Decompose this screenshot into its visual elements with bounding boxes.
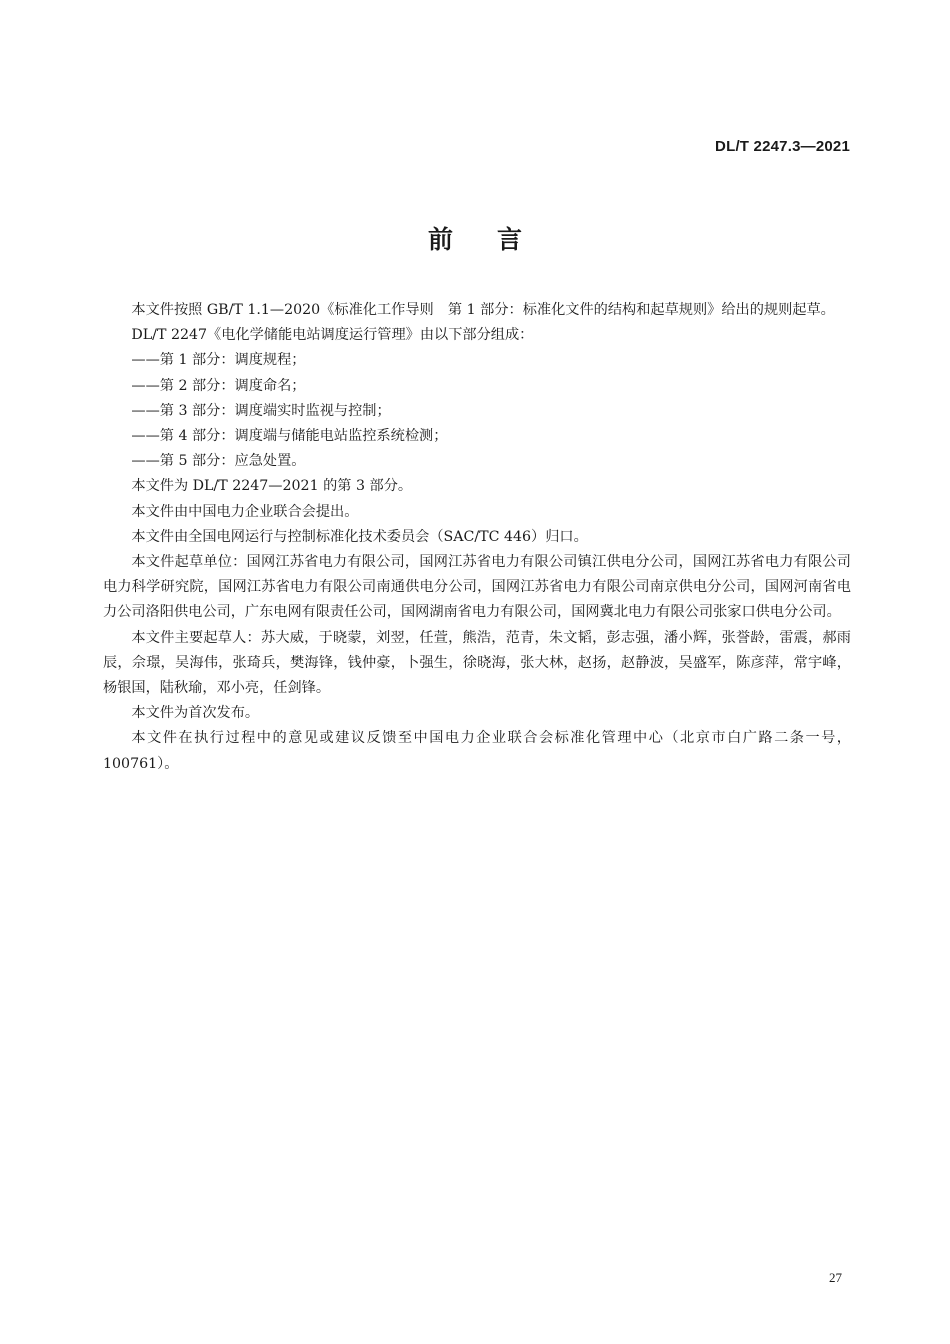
paragraph-part-statement: 本文件为 DL/T 2247—2021 的第 3 部分。 (131, 478, 413, 495)
list-item-part-3: ——第 3 部分：调度端实时监视与控制； (131, 402, 391, 419)
list-item-part-2: ——第 2 部分：调度命名； (131, 377, 306, 394)
page-title: 前言 (427, 225, 566, 254)
paragraph-committee: 本文件由全国电网运行与控制标准化技术委员会（SAC/TC 446）归口。 (131, 528, 588, 545)
list-item-part-5: ——第 5 部分：应急处置。 (131, 453, 306, 470)
list-item-part-1: ——第 1 部分：调度规程； (131, 352, 306, 369)
paragraph-proposer: 本文件由中国电力企业联合会提出。 (131, 503, 359, 520)
page-number: 27 (829, 1270, 842, 1285)
paragraph-drafting-rules: 本文件按照 GB/T 1.1—2020《标准化工作导则 第 1 部分：标准化文件的结构和起草规则》给出的规则起草。 (131, 302, 835, 318)
list-item-part-4: ——第 4 部分：调度端与储能电站监控系统检测； (131, 428, 448, 445)
paragraph-first-release: 本文件为首次发布。 (131, 705, 260, 722)
paragraph-drafters: 本文件主要起草人：苏大威，于晓蒙，刘翌，任萱，熊浩，范青，朱文韬，彭志强，潘小辉，张誉龄，雷震，郝雨辰，佘璟，吴海伟，张琦兵，樊海锋，钱仲豪，卜强生，徐晓海，张大林，赵扬，赵静波，吴盛军，陈彦萍，常宇峰，杨银国，陆秋瑜，邓小亮，任剑锋。 (103, 629, 851, 697)
document-code: DL/T 2247.3—2021 (715, 138, 850, 155)
paragraph-feedback: 本文件在执行过程中的意见或建议反馈至中国电力企业联合会标准化管理中心（北京市白广路二条一号，100761）。 (103, 730, 851, 772)
paragraph-drafting-units: 本文件起草单位：国网江苏省电力有限公司，国网江苏省电力有限公司镇江供电分公司，国网江苏省电力有限公司电力科学研究院，国网江苏省电力有限公司南通供电分公司，国网江苏省电力有限公司南京供电分公司，国网河南省电力公司洛阳供电公司，广东电网有限责任公司，国网湖南省电力有限公司，国网冀北电力有限公司张家口供电分公司。 (103, 554, 851, 621)
document-body (103, 298, 851, 777)
paragraph-parts-intro: DL/T 2247《电化学储能电站调度运行管理》由以下部分组成： (131, 327, 534, 344)
